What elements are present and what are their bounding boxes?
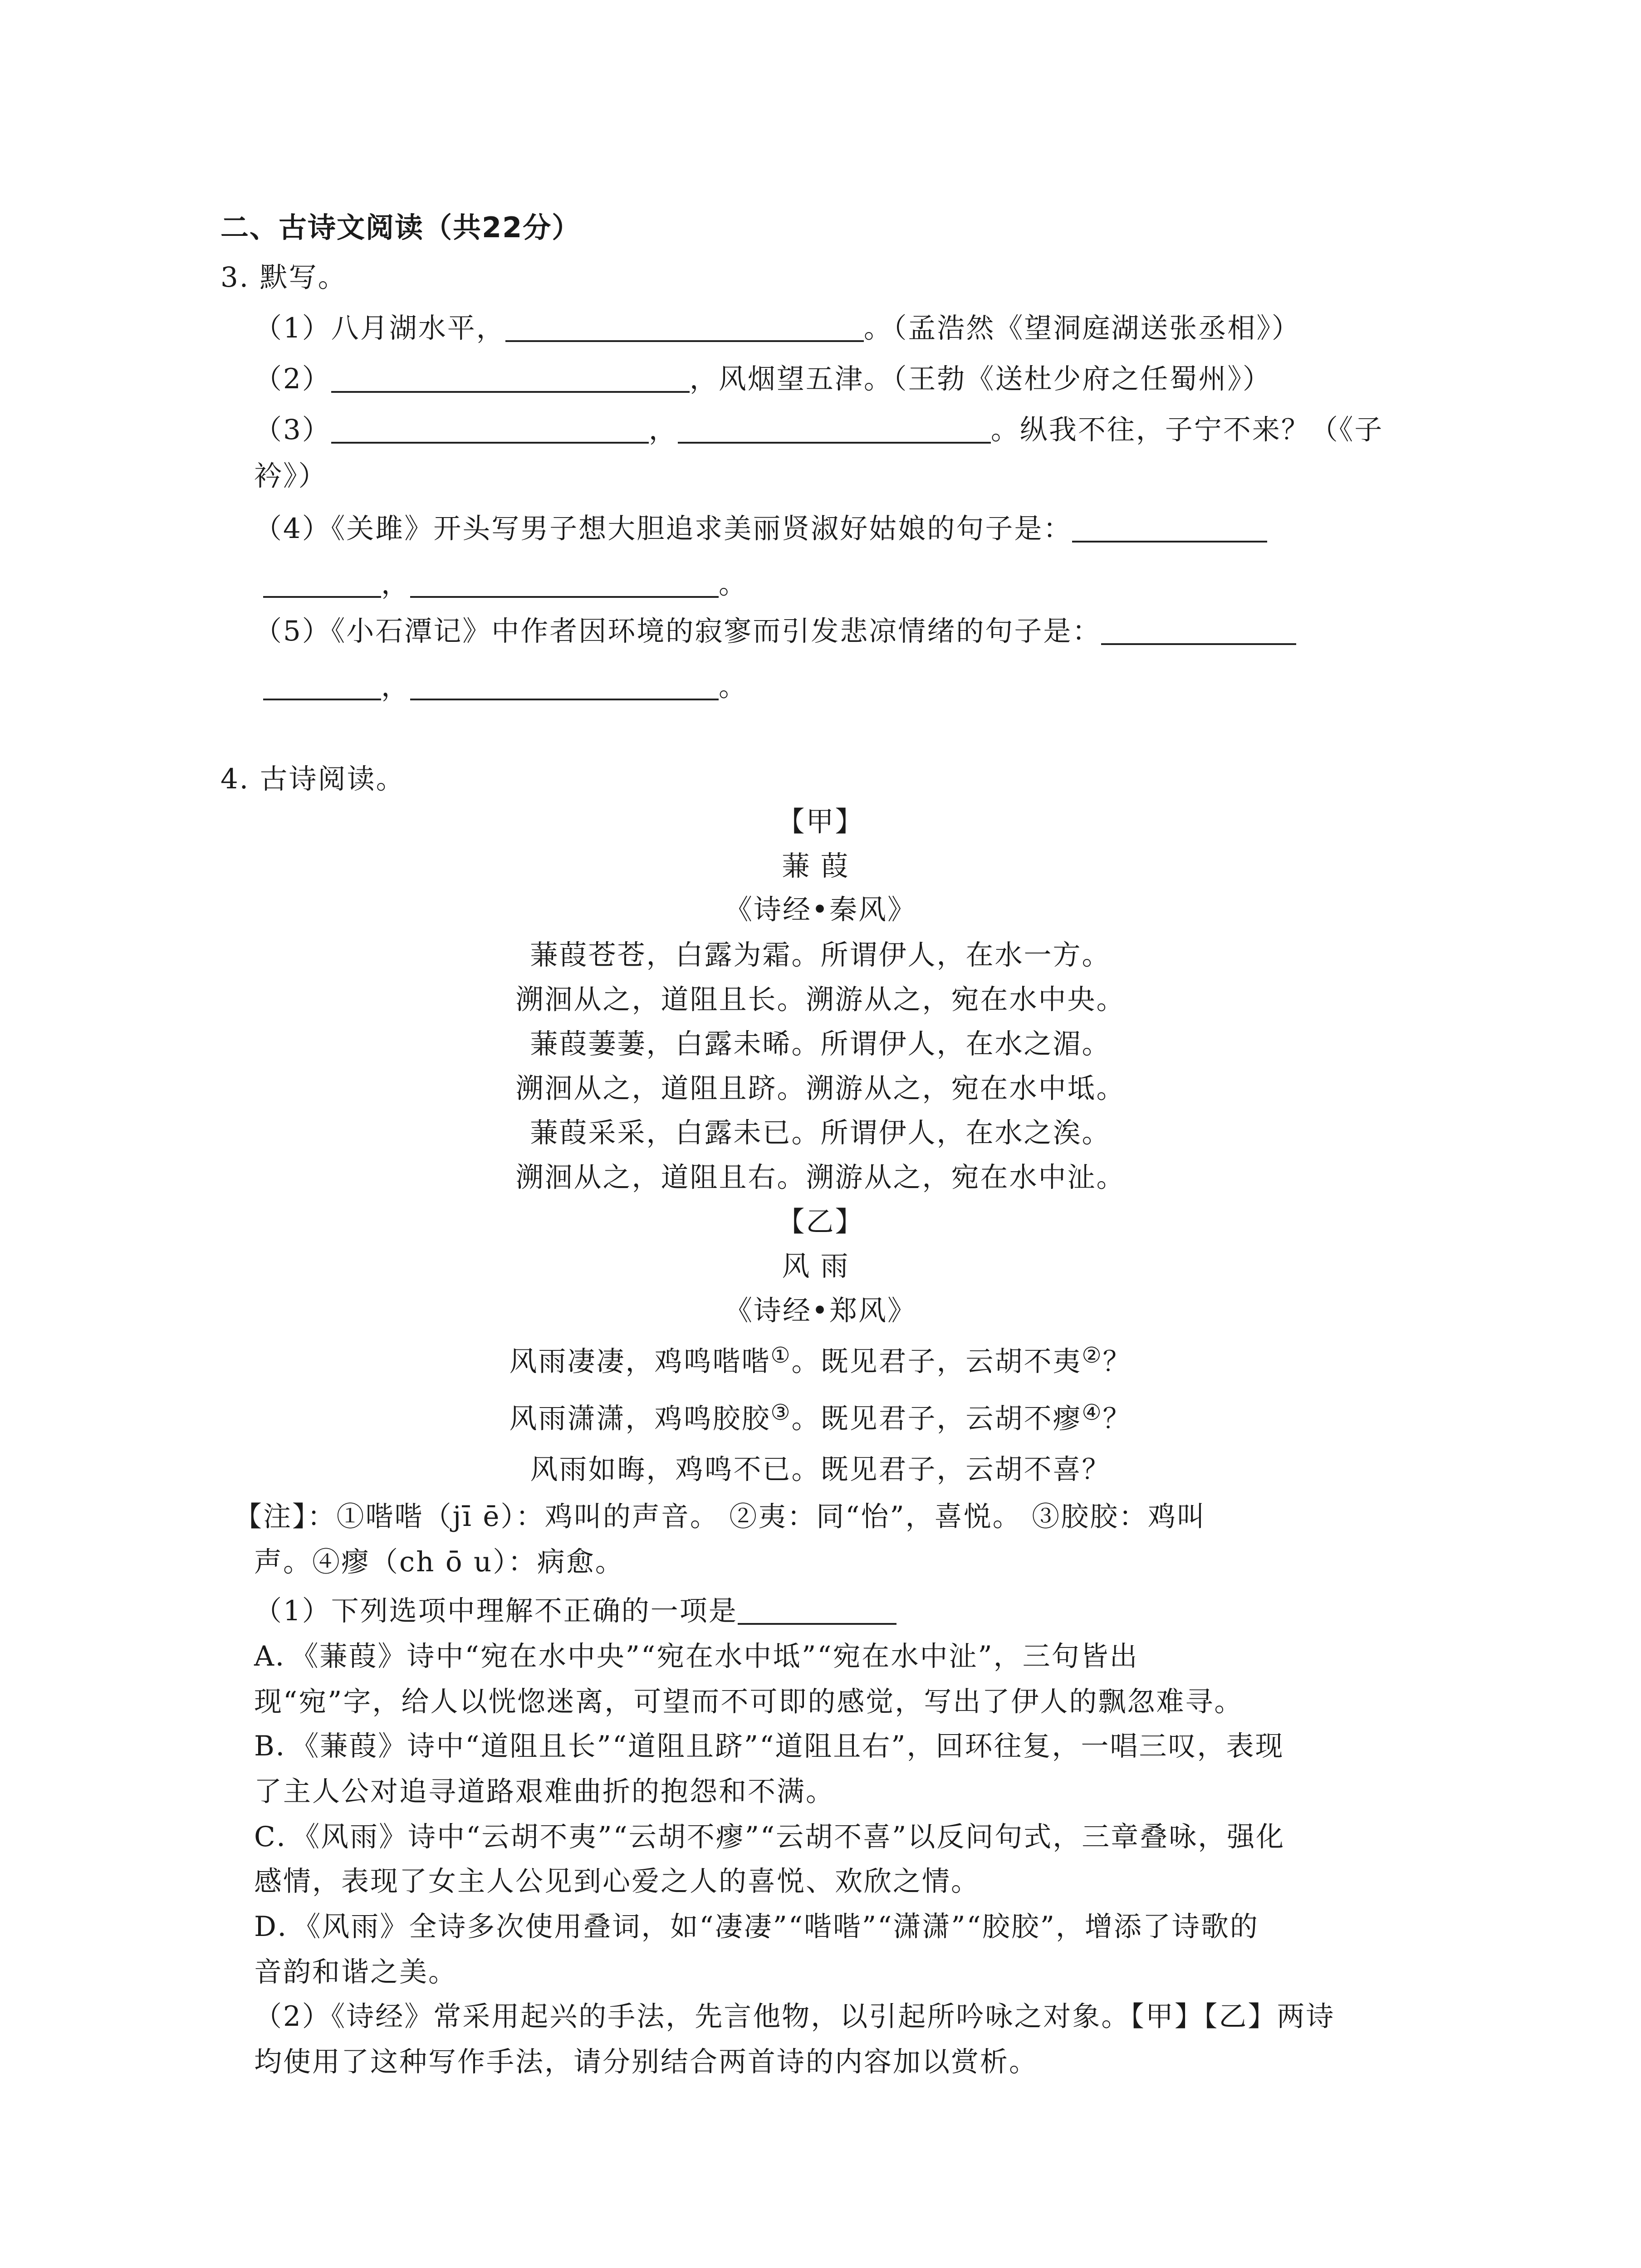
poem-b-line-text: 。既见君子，云胡不瘳 [791, 1403, 1082, 1435]
option-b-line-1: B．《蒹葭》诗中“道阻且长”“道阻且跻”“道阻且右”，回环往复，一唱三叹，表现 [254, 1730, 1284, 1762]
q3-item-1 [254, 310, 1301, 347]
q3-item-4-end: 。 [719, 568, 748, 600]
q3-item-3-mid: ， [648, 414, 678, 446]
answer-blank[interactable] [263, 671, 381, 700]
poem-b-line-text: ？ [1102, 1345, 1132, 1378]
poem-a-line: 溯洄从之，道阻且长。溯游从之，宛在水中央。 [515, 983, 1126, 1016]
poem-a-source: 《诗经•秦风》 [725, 894, 916, 926]
poem-a-tag: 【甲】 [777, 806, 864, 838]
q4-sub1-stem-text: （1）下列选项中理解不正确的一项是 [254, 1595, 738, 1627]
answer-blank[interactable] [410, 569, 719, 598]
answer-blank[interactable] [410, 671, 719, 700]
poem-a-title: 蒹葭 [782, 850, 859, 882]
q3-item-3-pre: （3） [254, 414, 331, 446]
poem-b-line-text: ？ [1102, 1403, 1132, 1435]
section-title: 二、古诗文阅读（共22分） [220, 211, 581, 244]
q3-item-4 [254, 511, 1267, 547]
notes-line-1: 【注】：①喈喈（jī ē）：鸡叫的声音。 ②夷：同“怡”，喜悦。 ③胶胶：鸡叫 [234, 1501, 1206, 1533]
answer-blank[interactable] [1072, 513, 1267, 543]
q3-item-2-post: ，风烟望五津。（王勃《送杜少府之任蜀州》） [689, 363, 1272, 395]
q3-item-4-text: （4）《关雎》开头写男子想大胆追求美丽贤淑好姑娘的句子是： [254, 513, 1073, 545]
poem-b-source: 《诗经•郑风》 [725, 1295, 916, 1327]
poem-a-line: 蒹葭苍苍，白露为霜。所谓伊人，在水一方。 [530, 939, 1111, 971]
q3-item-5-text: （5）《小石潭记》中作者因环境的寂寥而引发悲凉情绪的句子是： [254, 615, 1102, 647]
poem-b-line [0, 1401, 1641, 1437]
option-b-line-2: 了主人公对追寻道路艰难曲折的抱怨和不满。 [254, 1775, 835, 1808]
q3-item-3 [254, 412, 1383, 448]
note-marker: ① [770, 1343, 792, 1368]
poem-b-line-text: 。既见君子，云胡不夷 [791, 1345, 1082, 1378]
option-c-line-2: 感情，表现了女主人公见到心爱之人的喜悦、欢欣之情。 [254, 1865, 980, 1897]
notes-line-2: 声。④瘳（ch ō u）：病愈。 [254, 1546, 624, 1578]
q3-item-5 [254, 613, 1296, 650]
poem-b-tag: 【乙】 [777, 1206, 864, 1238]
answer-blank[interactable] [331, 415, 649, 444]
q3-item-2-pre: （2） [254, 363, 331, 395]
q4-sub2-line-1: （2）《诗经》常采用起兴的手法，先言他物，以引起所吟咏之对象。【甲】【乙】两诗 [254, 2000, 1335, 2033]
answer-blank[interactable] [678, 415, 991, 444]
answer-blank[interactable] [738, 1596, 896, 1625]
option-a-line-2: 现“宛”字，给人以恍惚迷离，可望而不可即的感觉，写出了伊人的飘忽难寻。 [254, 1686, 1244, 1718]
poem-a-line: 溯洄从之，道阻且右。溯游从之，宛在水中沚。 [515, 1161, 1126, 1193]
q3-item-1-pre: （1）八月湖水平， [254, 312, 505, 344]
q3-item-5-mid: ， [381, 670, 411, 703]
answer-blank[interactable] [505, 313, 864, 342]
poem-a-line: 蒹葭采采，白露未已。所谓伊人，在水之涘。 [530, 1117, 1111, 1149]
q3-item-2 [254, 361, 1272, 397]
q3-item-5-cont [263, 669, 748, 705]
q3-item-4-mid: ， [381, 568, 411, 600]
q3-heading: 3. 默写。 [220, 261, 347, 293]
q4-heading: 4. 古诗阅读。 [220, 763, 405, 795]
note-marker: ③ [770, 1400, 792, 1425]
q3-item-5-end: 。 [719, 670, 748, 703]
poem-b-title: 风雨 [782, 1250, 859, 1282]
note-marker: ② [1082, 1343, 1103, 1368]
poem-b-line-text: 风雨凄凄，鸡鸣喈喈 [509, 1345, 771, 1378]
q3-item-4-cont [263, 566, 748, 602]
answer-blank[interactable] [1101, 616, 1296, 645]
note-marker: ④ [1082, 1400, 1103, 1425]
option-c-line-1: C．《风雨》诗中“云胡不夷”“云胡不瘳”“云胡不喜”以反问句式，三章叠咏，强化 [254, 1821, 1285, 1853]
option-d-line-2: 音韵和谐之美。 [254, 1956, 458, 1988]
poem-a-line: 蒹葭萋萋，白露未晞。所谓伊人，在水之湄。 [530, 1028, 1111, 1060]
answer-blank[interactable] [331, 364, 690, 393]
option-d-line-1: D．《风雨》全诗多次使用叠词，如“凄凄”“喈喈”“潇潇”“胶胶”，增添了诗歌的 [254, 1911, 1259, 1943]
answer-blank[interactable] [263, 569, 381, 598]
poem-a-line: 溯洄从之，道阻且跻。溯游从之，宛在水中坻。 [515, 1072, 1126, 1105]
q4-sub2-line-2: 均使用了这种写作手法，请分别结合两首诗的内容加以赏析。 [254, 2046, 1038, 2078]
q3-item-3-post: 。纵我不往，子宁不来？（《子 [990, 414, 1384, 446]
poem-b-line [0, 1344, 1641, 1380]
q3-item-1-post: 。（孟浩然《望洞庭湖送张丞相》） [863, 312, 1301, 344]
q3-item-3-cont: 衿》） [254, 460, 328, 492]
poem-b-line-text: 风雨潇潇，鸡鸣胶胶 [509, 1403, 771, 1435]
option-a-line-1: A．《蒹葭》诗中“宛在水中央”“宛在水中坻”“宛在水中沚”，三句皆出 [254, 1640, 1139, 1672]
poem-b-line: 风雨如晦，鸡鸣不已。既见君子，云胡不喜？ [530, 1453, 1111, 1486]
q4-sub1-stem [254, 1593, 896, 1629]
